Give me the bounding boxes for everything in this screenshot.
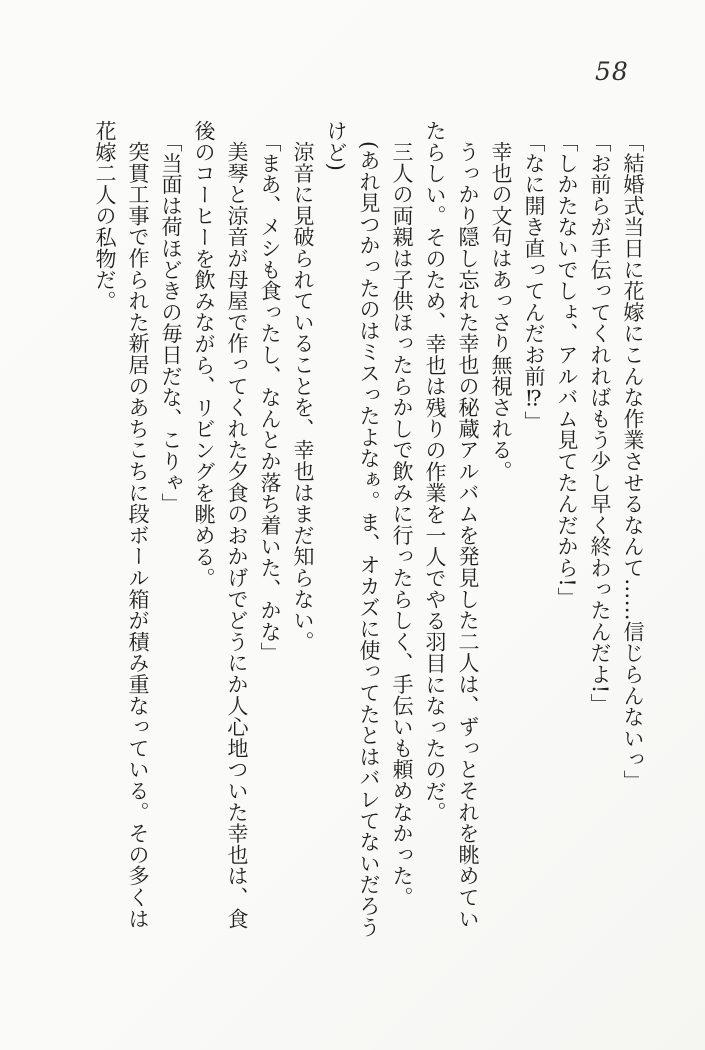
text-line: 後のコーヒーを飲みながら、リビングを眺める。 xyxy=(192,120,216,589)
text-line: 「結婚式当日に花嫁にこんな作業させるなんて……信じらんないっ」 xyxy=(621,130,645,791)
text-line: 花嫁二人の私物だ。 xyxy=(93,120,117,312)
text-line: 「しかたないでしょ、アルバム見てたんだから!」 xyxy=(555,130,579,608)
text-line: 「当面は荷ほどきの毎日だな、こりゃ」 xyxy=(159,130,183,514)
text-line: たらしい。そのため、幸也は残りの作業を一人でやる羽目になったのだ。 xyxy=(423,120,447,823)
text-line: 突貫工事で作られた新居のあちこちに段ボール箱が積み重なっている。その多くは xyxy=(126,141,150,930)
text-line: 「なに開き直ってんだお前⁉」 xyxy=(522,130,546,432)
text-block xyxy=(87,120,649,958)
text-line: (あれ見つかったのはミスったよなぁ。ま、オカズに使ってたとはバレてないだろう xyxy=(357,141,381,938)
text-line: 幸也の文句はあっさり無視される。 xyxy=(489,141,513,482)
text-line: 涼音に見破られていることを、幸也はまだ知らない。 xyxy=(291,141,315,653)
text-line: 「まあ、メシも食ったし、なんとか落ち着いた、かな」 xyxy=(258,130,282,663)
page-number: 58 xyxy=(595,57,629,86)
text-line: 美琴と涼音が母屋で作ってくれた夕食のおかげでどうにか人心地ついた幸也は、食 xyxy=(225,141,249,930)
text-line: うっかり隠し忘れた幸也の秘蔵アルバムを発見した二人は、ずっとそれを眺めてい xyxy=(456,141,480,930)
text-line: けど) xyxy=(324,120,348,172)
text-line: 三人の両親は子供ほったらかしで飲みに行ったらしく、手伝いも頼めなかった。 xyxy=(390,141,414,908)
text-line: 「お前らが手伝ってくれればもう少し早く終わったんだよ!」 xyxy=(588,130,612,715)
